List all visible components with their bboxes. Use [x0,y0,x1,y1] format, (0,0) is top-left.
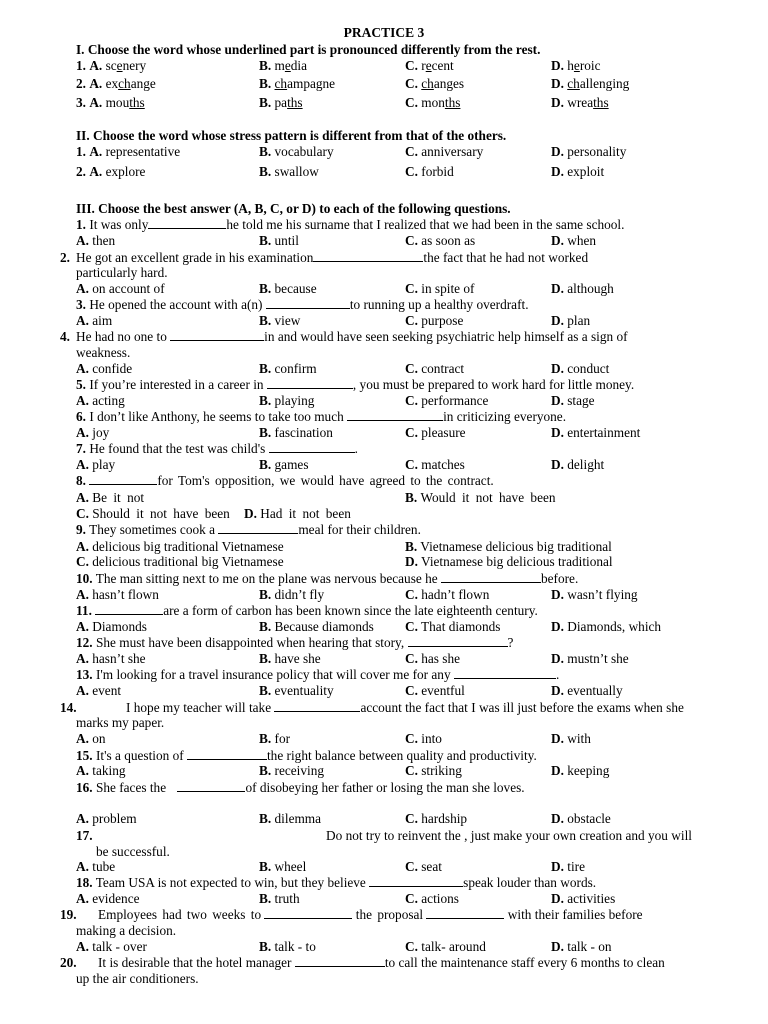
q5-stem [76,377,728,393]
q10-text-a: The man sitting next to me on the plane was nervous because he [95,571,438,586]
q19-number: 19. [60,907,77,922]
q9-text-a: They sometimes cook a [89,522,215,537]
q19-option-b[interactable]: B. talk - to [259,939,316,954]
q9-option-b[interactable]: B. Vietnamese delicious big traditional [405,539,612,554]
q18-option-d[interactable]: D. activities [551,891,616,906]
s2-question-2 [76,164,728,180]
q1-option-d[interactable]: D. when [551,233,597,248]
q12-option-a[interactable]: A. hasn’t she [76,651,146,666]
q15-text-a: It's a question of [95,748,184,763]
q15-option-c[interactable]: C. striking [405,763,462,778]
q2-text-b: the fact that he had not worked [423,250,589,265]
q7-text-b: . [354,441,358,456]
s1-q3-number: 3. [76,95,86,110]
q5-option-a[interactable]: A. acting [76,393,125,408]
s1-q2-option-d[interactable]: D. challenging [551,76,630,91]
q11-option-d[interactable]: D. Diamonds, which [551,619,662,634]
q4-blank[interactable] [170,329,264,341]
q20-stem [60,955,728,971]
q3-option-d[interactable]: D. plan [551,313,591,328]
s1-q1-number: 1. [76,58,86,73]
q13-option-d[interactable]: D. eventually [551,683,623,698]
q19-text-d: with their families before [507,907,643,922]
q19-text-b: the proposal [355,907,424,922]
q17-option-c[interactable]: C. seat [405,859,442,874]
q4-option-a[interactable]: A. confide [76,361,133,376]
q10-options [76,587,728,603]
q1-text-b: he told me his surname that I realized that we had been in the same school. [226,217,625,232]
q10-stem [76,571,728,587]
q5-text-b: , you must be prepared to work hard for little money. [352,377,635,392]
q3-option-c[interactable]: C. purpose [405,313,464,328]
q15-option-a[interactable]: A. taking [76,763,126,778]
q14-stem-cont: marks my paper. [76,715,165,730]
q11-option-b[interactable]: B. Because diamonds [259,619,374,634]
q7-stem [76,441,728,457]
q6-text-a: I don’t like Anthony, he seems to take too much [89,409,344,424]
q2-option-d[interactable]: D. although [551,281,614,296]
q9-text-b: meal for their children. [298,522,421,537]
q4-number: 4. [60,329,70,344]
q8-options-row2 [76,506,728,522]
s1-question-2 [76,76,728,92]
s1-q3-option-b[interactable]: B. paths [259,95,303,110]
q12-options [76,651,728,667]
q5-text-a: If you’re interested in a career in [89,377,264,392]
q3-number: 3. [76,297,86,312]
q8-number: 8. [76,473,86,488]
q1-stem [76,217,728,233]
s1-q2-option-a[interactable]: 2. A. exchange [76,76,156,91]
q19-option-d[interactable]: D. talk - on [551,939,612,954]
q4-option-d[interactable]: D. conduct [551,361,610,376]
q6-options [76,425,728,441]
s1-q2-number: 2. [76,76,86,91]
q5-option-c[interactable]: C. performance [405,393,489,408]
q1-text-a: It was only [89,217,149,232]
s1-q3-option-c[interactable]: C. months [405,95,461,110]
q5-number: 5. [76,377,86,392]
q20-blank[interactable] [295,955,385,967]
q13-text-a: I'm looking for a travel insurance policy that will cover me for any [95,667,451,682]
q16-option-b[interactable]: B. dilemma [259,811,322,826]
s1-q3-option-a[interactable]: 3. A. mouths [76,95,145,110]
q6-option-b[interactable]: B. fascination [259,425,333,440]
q7-option-d[interactable]: D. delight [551,457,605,472]
q19-option-a[interactable]: A. talk - over [76,939,147,954]
q7-blank[interactable] [269,441,355,453]
q17-text-a: Do not try to reinvent the , just make your own creation and you will [326,828,692,843]
q4-option-c[interactable]: C. contract [405,361,465,376]
q15-stem [76,748,728,764]
q12-text-a: She must have been disappointed when hearing that story, [95,635,405,650]
q14-option-a[interactable]: A. on [76,731,106,746]
q16-option-d[interactable]: D. obstacle [551,811,611,826]
q4-option-b[interactable]: B. confirm [259,361,317,376]
q15-blank[interactable] [187,748,267,760]
q14-text-a: I hope my teacher will take [126,700,272,715]
q8-option-c[interactable]: C. Should it not have been [76,506,230,521]
q19-blank-2[interactable] [426,907,504,919]
q3-blank[interactable] [266,297,350,309]
s1-question-1 [76,58,728,74]
q14-stem [60,700,728,716]
q10-option-b[interactable]: B. didn’t fly [259,587,325,602]
q11-stem [76,603,728,619]
q15-options [76,763,728,779]
q2-options [76,281,728,297]
q15-option-b[interactable]: B. receiving [259,763,324,778]
q16-stem [76,780,728,796]
q9-option-c[interactable]: C. delicious traditional big Vietnamese [76,554,284,569]
s2-q2-option-b[interactable]: B. swallow [259,164,319,179]
q19-options [76,939,728,955]
q19-option-c[interactable]: C. talk- around [405,939,486,954]
q13-blank[interactable] [454,667,556,679]
q19-text-a: Employees had two weeks to [98,907,262,922]
q8-blank[interactable] [89,473,157,485]
q3-options [76,313,728,329]
q6-blank[interactable] [347,409,443,421]
q8-stem [76,473,728,489]
q18-text-b: speak louder than words. [463,875,597,890]
q16-text-a: She faces the [95,780,167,795]
s1-q2-option-c[interactable]: C. changes [405,76,465,91]
s1-q1-option-b[interactable]: B. media [259,58,308,73]
q12-option-b[interactable]: B. have she [259,651,321,666]
s2-q2-option-d[interactable]: D. exploit [551,164,605,179]
q10-number: 10. [76,571,93,586]
q15-number: 15. [76,748,93,763]
q12-number: 12. [76,635,93,650]
q6-option-a[interactable]: A. joy [76,425,110,440]
s1-q1-option-c[interactable]: C. recent [405,58,454,73]
s2-q1-option-a[interactable]: 1. A. representative [76,144,181,159]
q6-text-b: in criticizing everyone. [443,409,567,424]
s2-q1-option-b[interactable]: B. vocabulary [259,144,334,159]
q13-options [76,683,728,699]
q13-stem [76,667,728,683]
q18-option-c[interactable]: C. actions [405,891,459,906]
q17-option-b[interactable]: B. wheel [259,859,307,874]
q11-number: 11. [76,603,92,618]
q14-options [76,731,728,747]
q8-option-b[interactable]: B. Would it not have been [405,490,556,505]
q16-blank[interactable] [177,780,245,792]
s2-q2-option-a[interactable]: 2. A. explore [76,164,146,179]
q20-number: 20. [60,955,77,970]
q16-option-a[interactable]: A. problem [76,811,137,826]
q7-option-c[interactable]: C. matches [405,457,465,472]
s1-question-3 [76,95,728,111]
q14-text-b: account the fact that I was ill just before the exams when she [360,700,684,715]
q1-number: 1. [76,217,86,232]
q9-number: 9. [76,522,86,537]
q1-options [76,233,728,249]
section-1-heading: I. Choose the word whose underlined part is pronounced differently from the rest. [76,42,541,57]
q18-stem [76,875,728,891]
q14-number: 14. [60,700,77,715]
q18-text-a: Team USA is not expected to win, but they believe [95,875,366,890]
s2-question-1 [76,144,728,160]
s1-q1-option-d[interactable]: D. heroic [551,58,601,73]
q4-stem-cont: weakness. [76,345,131,360]
q6-number: 6. [76,409,86,424]
q17-option-a[interactable]: A. tube [76,859,116,874]
q8-text-b: for Tom's opposition, we would have agreed to the contract. [157,473,494,488]
q20-text-b: to call the maintenance staff every 6 months to clean [384,955,665,970]
q7-option-a[interactable]: A. play [76,457,116,472]
q10-blank[interactable] [441,571,541,583]
q2-number: 2. [60,250,70,265]
q3-option-b[interactable]: B. view [259,313,301,328]
q3-text-a: He opened the account with a(n) [89,297,263,312]
q14-option-d[interactable]: D. with [551,731,591,746]
q17-option-d[interactable]: D. tire [551,859,585,874]
q18-option-a[interactable]: A. evidence [76,891,140,906]
section-3-heading: III. Choose the best answer (A, B, C, or D) to each of the following questions. [76,201,511,216]
q4-text-a: He had no one to [76,329,167,344]
q2-stem-cont: particularly hard. [76,265,168,280]
q9-option-a[interactable]: A. delicious big traditional Vietnamese [76,539,284,554]
q4-text-b: in and would have seen seeking psychiatric help himself as a sign of [264,329,628,344]
q9-options-row2 [76,554,728,570]
q20-stem-cont: up the air conditioners. [76,971,199,986]
q1-option-b[interactable]: B. until [259,233,299,248]
q17-stem [76,828,728,844]
q14-blank[interactable] [274,700,360,712]
q19-blank-1[interactable] [264,907,352,919]
q20-text-a: It is desirable that the hotel manager [98,955,292,970]
s2-q1-option-d[interactable]: D. personality [551,144,627,159]
q8-option-d[interactable]: D. Had it not been [244,506,351,521]
q10-option-c[interactable]: C. hadn’t flown [405,587,490,602]
q15-text-b: the right balance between quality and productivity. [266,748,537,763]
q2-option-a[interactable]: A. on account of [76,281,165,296]
s1-q1-option-a[interactable]: 1. A. scenery [76,58,147,73]
q11-blank[interactable] [95,603,163,615]
q7-number: 7. [76,441,86,456]
q16-options [76,811,728,827]
q13-number: 13. [76,667,93,682]
q18-blank[interactable] [369,875,463,887]
q13-option-c[interactable]: C. eventful [405,683,465,698]
section-2-heading: II. Choose the word whose stress pattern is different from that of the others. [76,128,507,143]
q11-options [76,619,728,635]
q12-text-b: ? [507,635,514,650]
q1-option-a[interactable]: A. then [76,233,116,248]
q2-text-a: He got an excellent grade in his examination [76,250,314,265]
q10-option-a[interactable]: A. hasn’t flown [76,587,159,602]
q9-options-row1 [76,539,728,555]
q5-option-d[interactable]: D. stage [551,393,595,408]
q4-options [76,361,728,377]
q18-option-b[interactable]: B. truth [259,891,300,906]
q9-option-d[interactable]: D. Vietnamese big delicious traditional [405,554,613,569]
q7-option-b[interactable]: B. games [259,457,309,472]
q1-blank[interactable] [148,217,226,229]
q14-option-b[interactable]: B. for [259,731,291,746]
q10-option-d[interactable]: D. wasn’t flying [551,587,638,602]
q5-options [76,393,728,409]
q8-options-row1 [76,490,728,506]
q12-stem [76,635,728,651]
q2-blank[interactable] [313,250,423,262]
q12-option-d[interactable]: D. mustn’t she [551,651,629,666]
q2-option-c[interactable]: C. in spite of [405,281,475,296]
q5-blank[interactable] [267,377,353,389]
q12-option-c[interactable]: C. has she [405,651,461,666]
q17-stem-cont: be successful. [96,844,170,859]
q6-option-d[interactable]: D. entertainment [551,425,641,440]
q6-stem [76,409,728,425]
q11-option-c[interactable]: C. That diamonds [405,619,501,634]
q7-text-a: He found that the test was child's [89,441,266,456]
q9-stem [76,522,728,538]
q3-text-b: to running up a healthy overdraft. [349,297,529,312]
q18-number: 18. [76,875,93,890]
q6-option-c[interactable]: C. pleasure [405,425,466,440]
q16-number: 16. [76,780,93,795]
q12-blank[interactable] [408,635,508,647]
s2-q1-option-c[interactable]: C. anniversary [405,144,484,159]
q13-text-b: . [555,667,560,682]
q10-text-b: before. [540,571,579,586]
q3-option-a[interactable]: A. aim [76,313,113,328]
q19-stem [60,907,728,923]
q2-stem [60,250,728,266]
q1-option-c[interactable]: C. as soon as [405,233,476,248]
q18-options [76,891,728,907]
q7-options [76,457,728,473]
s2-q2-option-c[interactable]: C. forbid [405,164,454,179]
q13-option-b[interactable]: B. eventuality [259,683,334,698]
q13-option-a[interactable]: A. event [76,683,122,698]
q17-number: 17. [76,828,93,843]
q3-stem [76,297,728,313]
s1-q3-option-d[interactable]: D. wreaths [551,95,609,110]
q5-option-b[interactable]: B. playing [259,393,315,408]
q8-option-a[interactable]: A. Be it not [76,490,145,505]
q17-options [76,859,728,875]
q11-option-a[interactable]: A. Diamonds [76,619,147,634]
q2-option-b[interactable]: B. because [259,281,317,296]
q16-text-b: of disobeying her father or losing the man she loves. [245,780,525,795]
q11-text-b: are a form of carbon has been known since the late eighteenth century. [163,603,538,618]
q19-stem-cont: making a decision. [76,923,177,938]
q14-option-c[interactable]: C. into [405,731,442,746]
page-title: PRACTICE 3 [343,25,425,40]
q9-blank[interactable] [218,522,298,534]
s1-q2-option-b[interactable]: B. champagne [259,76,336,91]
q4-stem [60,329,728,345]
q15-option-d[interactable]: D. keeping [551,763,610,778]
q16-option-c[interactable]: C. hardship [405,811,468,826]
